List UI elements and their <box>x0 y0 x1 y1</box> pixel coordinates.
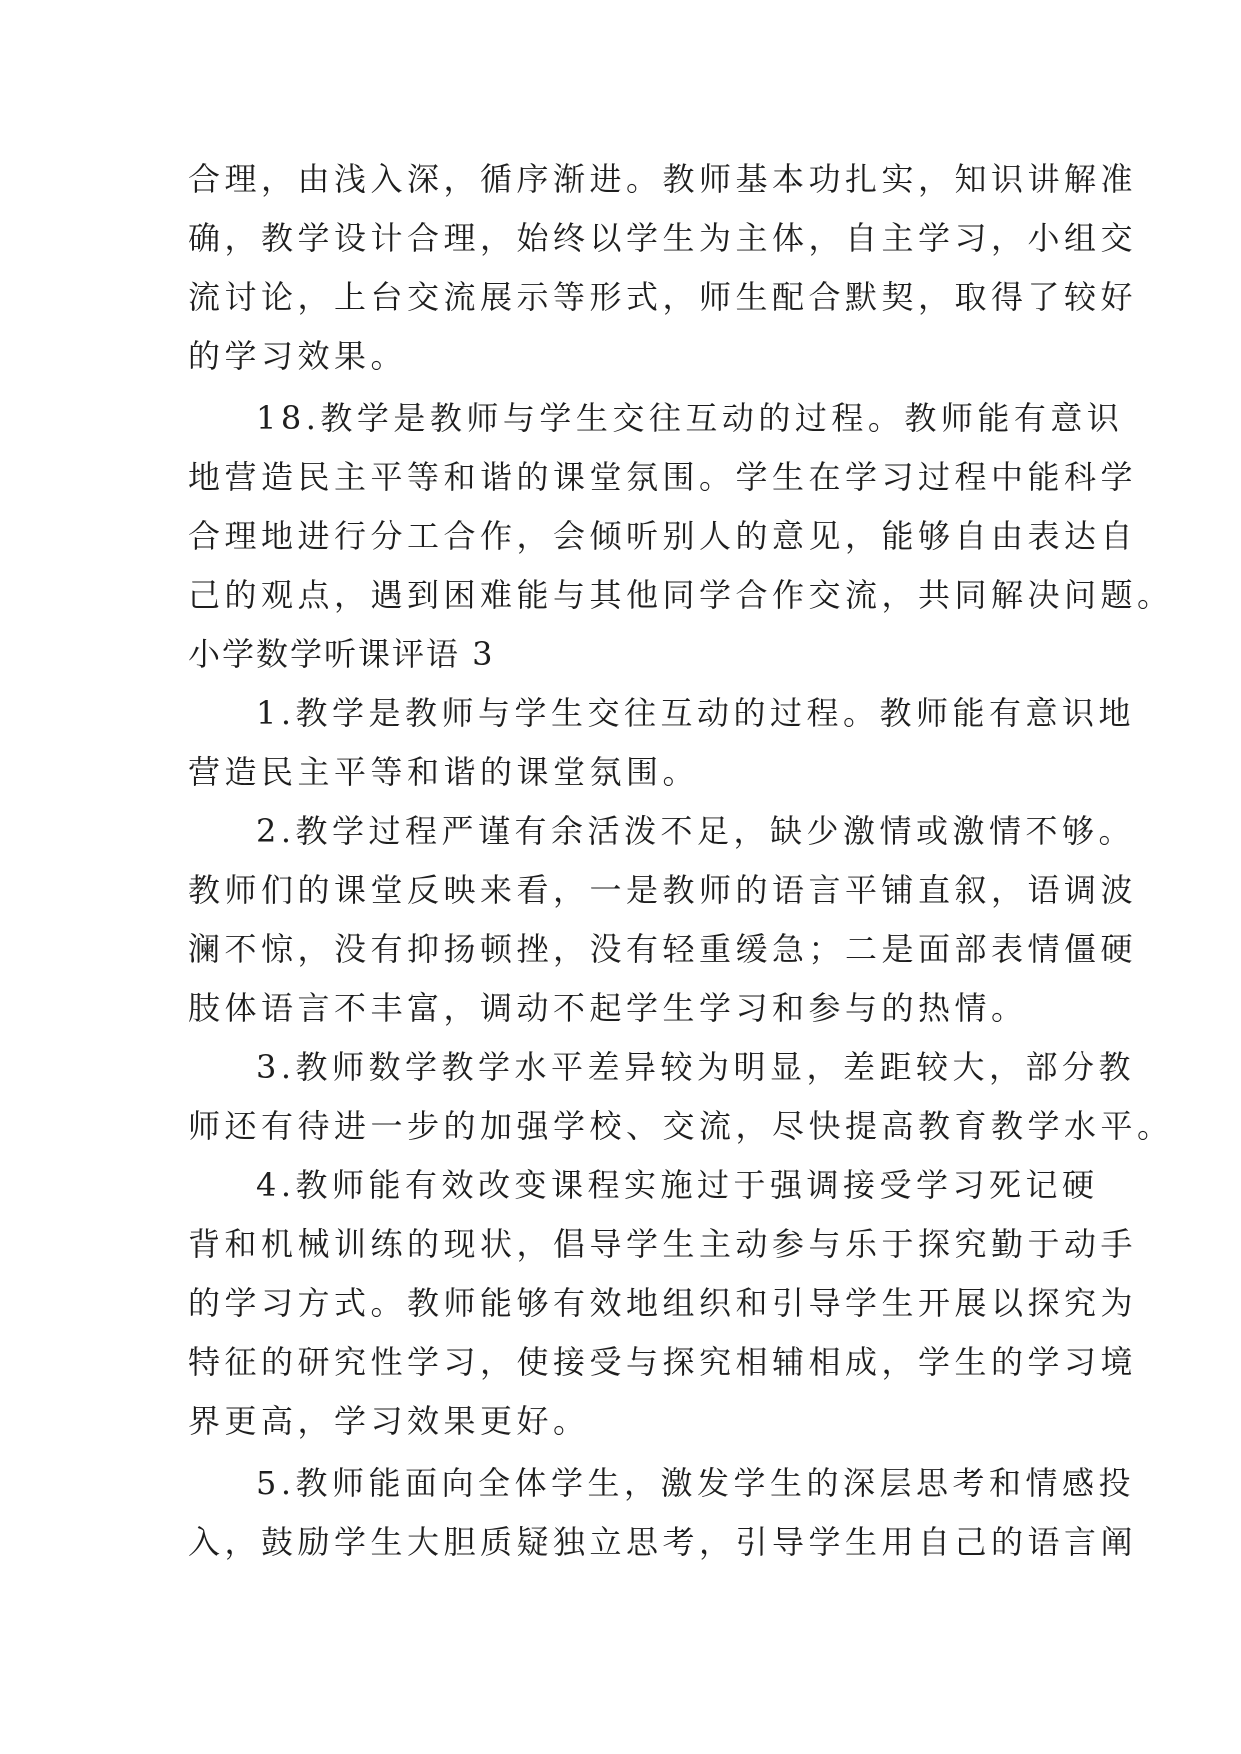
section-heading: 小学数学听课评语 3 <box>188 635 495 673</box>
body-line: 营造民主平等和谐的课堂氛围。 <box>188 753 700 791</box>
body-line: 入，鼓励学生大胆质疑独立思考，引导学生用自己的语言阐 <box>188 1523 1138 1561</box>
document-body <box>188 150 1174 1572</box>
paragraph-5-first-line: 5.教师能面向全体学生，激发学生的深层思考和情感投 <box>256 1464 1136 1502</box>
body-line: 流讨论，上台交流展示等形式，师生配合默契，取得了较好 <box>188 278 1138 316</box>
body-line: 背和机械训练的现状，倡导学生主动参与乐于探究勤于动手 <box>188 1225 1138 1263</box>
body-line: 肢体语言不丰富，调动不起学生学习和参与的热情。 <box>188 989 1028 1027</box>
body-line: 的学习方式。教师能够有效地组织和引导学生开展以探究为 <box>188 1284 1138 1322</box>
body-line: 特征的研究性学习，使接受与探究相辅相成，学生的学习境 <box>188 1343 1138 1381</box>
paragraph-1-first-line: 1.教学是教师与学生交往互动的过程。教师能有意识地 <box>256 694 1136 732</box>
paragraph-3-first-line: 3.教师数学教学水平差异较为明显，差距较大，部分教 <box>256 1048 1136 1086</box>
body-line: 界更高，学习效果更好。 <box>188 1402 590 1440</box>
body-line: 地营造民主平等和谐的课堂氛围。学生在学习过程中能科学 <box>188 458 1138 496</box>
body-line: 合理地进行分工合作，会倾听别人的意见，能够自由表达自 <box>188 517 1138 555</box>
body-line: 确，教学设计合理，始终以学生为主体，自主学习，小组交 <box>188 219 1138 257</box>
body-line: 的学习效果。 <box>188 337 408 375</box>
paragraph-2-first-line: 2.教学过程严谨有余活泼不足，缺少激情或激情不够。 <box>256 812 1136 850</box>
paragraph-18-first-line: 18.教学是教师与学生交往互动的过程。教师能有意识 <box>256 399 1124 437</box>
paragraph-4-first-line: 4.教师能有效改变课程实施过于强调接受学习死记硬 <box>256 1166 1099 1204</box>
body-line: 师还有待进一步的加强学校、交流，尽快提高教育教学水平。 <box>188 1107 1174 1145</box>
body-line: 澜不惊，没有抑扬顿挫，没有轻重缓急；二是面部表情僵硬 <box>188 930 1138 968</box>
body-line: 合理，由浅入深，循序渐进。教师基本功扎实，知识讲解准 <box>188 160 1138 198</box>
body-line: 己的观点，遇到困难能与其他同学合作交流，共同解决问题。 <box>188 576 1174 614</box>
body-line: 教师们的课堂反映来看，一是教师的语言平铺直叙，语调波 <box>188 871 1138 909</box>
